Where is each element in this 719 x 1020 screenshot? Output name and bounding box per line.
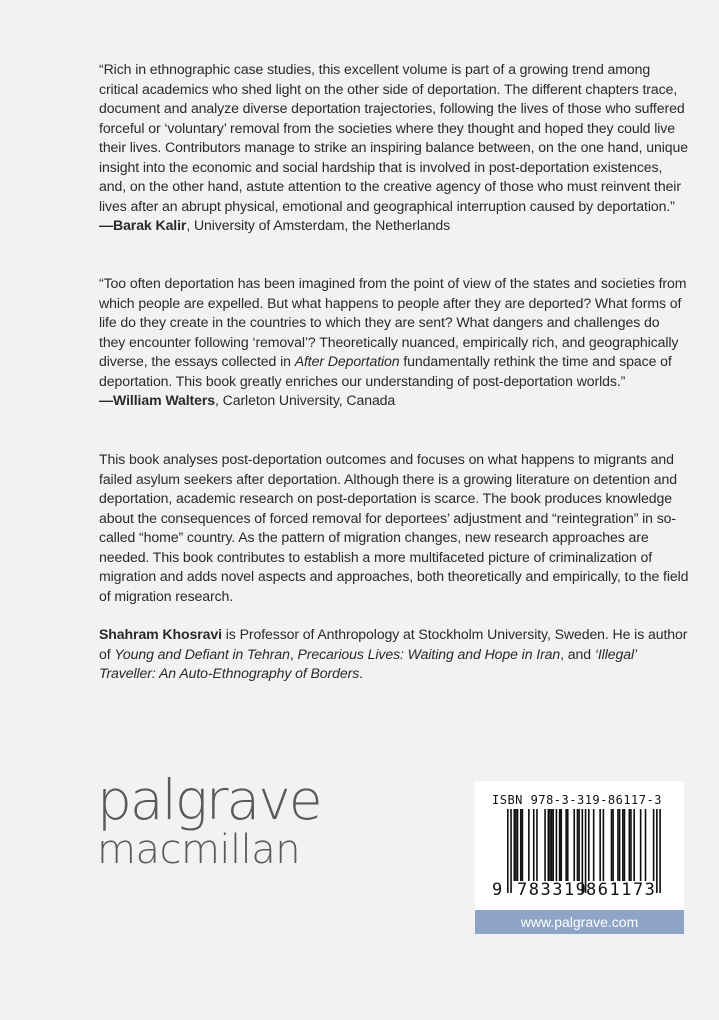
separator: , and: [560, 645, 595, 662]
quote-attribution: [99, 216, 689, 236]
quote-text: “Rich in ethnographic case studies, this excellent volume is part of a growing trend among critical academics who shed light on the other side of deportation. The different chapters trace, document and analyze diverse deportation trajectories, following the lives of those who suffered forceful or ‘voluntary’ removal from the societies where they thought and hoped they could live their lives. Contributors manage to strike an inspiring balance between, on the one hand, unique insight into the economic and social hardship that is involved in post-deportation existences, and, on the other hand, astute attention to the creative agency of those who must reinvent their lives after an abrupt physical, emotional and geographical interruption caused by deportation.”: [99, 61, 688, 214]
barcode-bar: [573, 809, 575, 881]
barcode-bar: [510, 809, 512, 893]
barcode-bar: [629, 809, 631, 881]
barcode-bar: [522, 809, 524, 881]
quote-author: —William Walters: [99, 392, 216, 408]
barcode-bar: [624, 809, 626, 881]
description-text: This book analyses post-deportation outcomes and focuses on what happens to migrants and failed asylum seekers after deportation. Although there is a growing literature on detention and deportation, academic research on post-deportation is scarce. The book produces knowledge about the consequences of forced removal for deportees’ adjustment and “reintegration” in so-called “home” country. As the pattern of migration changes, new research approaches are needed. This book contributes to establish a more multifaceted picture of criminalization of migration and adds novel aspects and approaches, both theoretically and empirically, to the field of migration research.: [99, 451, 689, 604]
book-title: Young and Defiant in Tehran: [114, 645, 290, 662]
publisher-url[interactable]: www.palgrave.com: [475, 910, 684, 934]
author-name: Shahram Khosravi: [99, 626, 222, 642]
barcode-bar: [630, 809, 632, 881]
author-bio: [99, 625, 689, 684]
quote-affiliation: , University of Amsterdam, the Netherlands: [186, 217, 451, 233]
barcode-bar: [552, 809, 554, 881]
barcode-bar: [599, 809, 601, 881]
barcode-bar: [593, 809, 595, 881]
barcode-bar: [533, 809, 535, 881]
barcode-bar: [565, 809, 567, 881]
bio-text-part: is Professor of Anthropology at Stockholm University, Sweden. He is author of: [99, 626, 688, 662]
barcode-bar: [619, 809, 621, 881]
book-description: [99, 450, 689, 606]
barcode-bar: [528, 809, 530, 881]
barcode-left-digits: 783319: [517, 880, 588, 900]
publisher-logo: [97, 768, 321, 873]
barcode-bar: [549, 809, 551, 881]
barcode-bar: [567, 809, 569, 881]
quote-affiliation: , Carleton University, Canada: [215, 392, 396, 408]
bio-text: [99, 625, 689, 684]
quote-attribution: [99, 391, 689, 411]
barcode-panel: [475, 781, 684, 910]
book-title: After Deportation: [294, 353, 400, 369]
barcode-bar: [659, 809, 661, 893]
barcode-bar: [517, 809, 519, 881]
logo-line-1: palgrave: [97, 768, 321, 832]
book-title: Precarious Lives: Waiting and Hope in Iran: [297, 645, 561, 662]
isbn-label: ISBN 978-3-319-86117-3: [492, 793, 662, 807]
barcode-bar: [548, 809, 550, 881]
book-title: ‘Illegal’ Traveller: An Auto-Ethnography of Borders: [99, 645, 637, 681]
barcode-bar: [577, 809, 579, 881]
endorsement-quote-2: [99, 274, 689, 411]
barcode-right-digits: 861173: [586, 880, 657, 900]
quote-author: —Barak Kalir: [99, 217, 187, 233]
barcode-bar: [603, 809, 605, 881]
barcode-bar: [513, 809, 515, 881]
barcode-bar: [559, 809, 561, 881]
quote-text: [99, 274, 689, 391]
barcode-bar: [617, 809, 619, 881]
barcode-bar: [560, 809, 562, 881]
barcode-bar: [611, 809, 613, 881]
barcode-bar: [520, 809, 522, 881]
barcode-bar: [633, 809, 635, 881]
barcode-bar: [653, 809, 655, 881]
barcode-bar: [556, 809, 558, 881]
quote-text-part: “Too often deportation has been imagined from the point of view of the states and societies from which people are expelled. But what happens to people after they are deported? What forms of life do they create in the countries to which they are sent? What dangers and challenges do they encounter following ‘removal’? Theoretically nuanced, empirically rich, and geographically diverse, the essays collected in: [99, 275, 687, 369]
separator: .: [359, 665, 363, 681]
barcode-bar: [507, 809, 509, 893]
endorsement-quote-1: [99, 60, 689, 236]
quote-text-part: fundamentally rethink the time and space of deportation. This book greatly enriches our understanding of post-deportation worlds.”: [99, 353, 672, 389]
barcode-bar: [551, 809, 553, 881]
separator: ,: [289, 645, 298, 662]
logo-line-2: macmillan: [97, 827, 301, 873]
barcode-image: [475, 781, 684, 910]
barcode-bar: [588, 809, 590, 881]
barcode-bar: [515, 809, 517, 881]
barcode-lead-digit: 9: [492, 880, 503, 900]
barcode-bar: [612, 809, 614, 881]
barcode-bar: [622, 809, 624, 881]
barcode-bar: [645, 809, 647, 881]
barcode-bar: [578, 809, 580, 881]
barcode-bar: [640, 809, 642, 881]
barcode-bar: [536, 809, 538, 881]
barcode-bar: [544, 809, 546, 881]
